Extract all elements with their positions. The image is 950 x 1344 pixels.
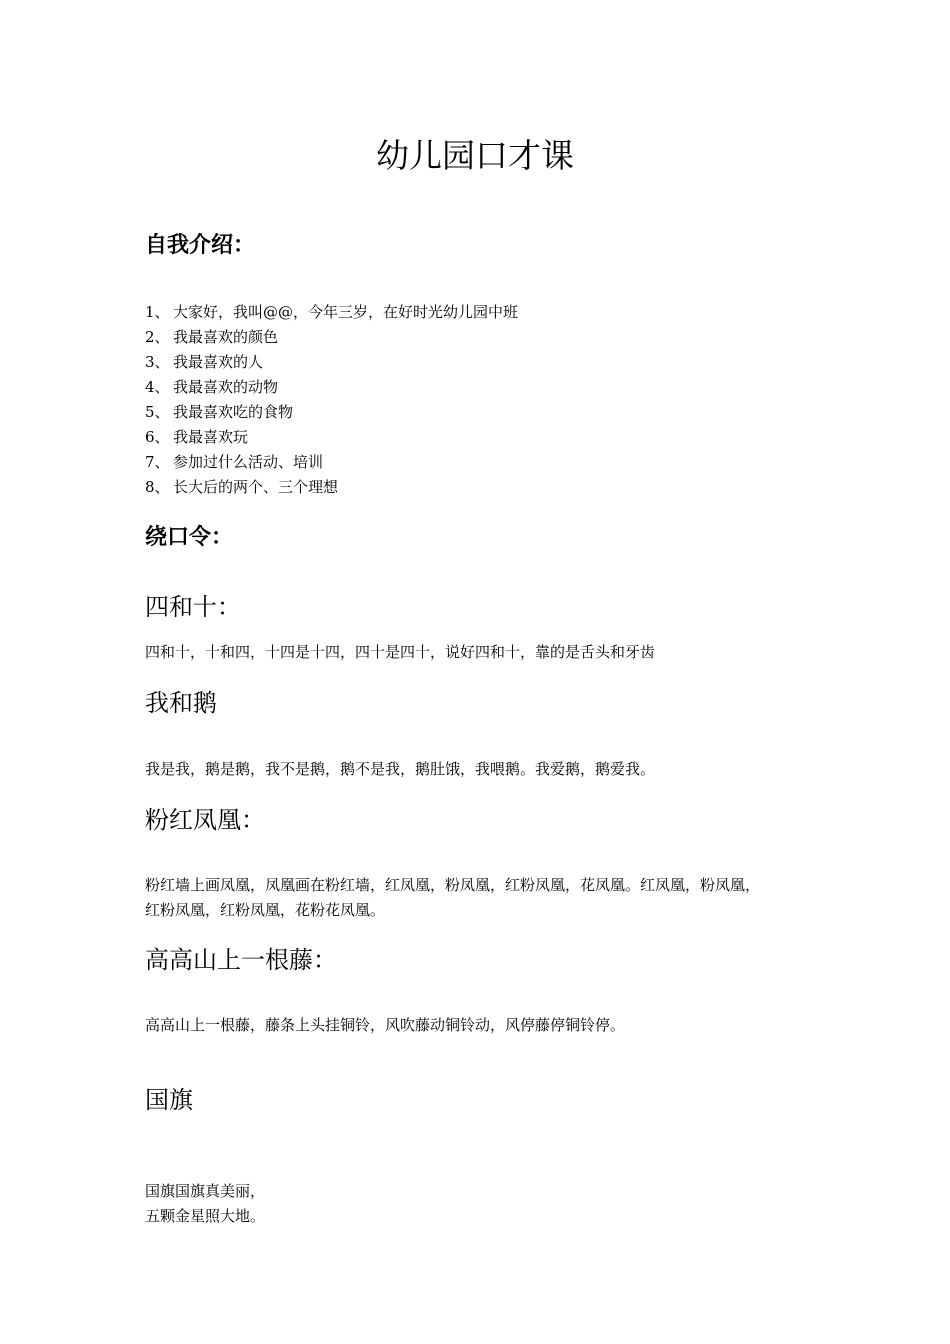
list-item xyxy=(145,450,518,475)
list-item-text: 长大后的两个、三个理想 xyxy=(173,478,339,496)
section-heading-tongue-twisters: 绕口令： xyxy=(145,525,234,550)
list-item-number: 6、 xyxy=(145,428,170,446)
paragraph-wohee xyxy=(145,757,815,782)
subheading-teng: 高高山上一根藤： xyxy=(145,946,337,974)
paragraph-line: 四和十，十和四，十四是十四，四十是四十，说好四和十，靠的是舌头和牙齿 xyxy=(145,643,656,661)
subheading-fenghuang: 粉红凤凰： xyxy=(145,806,265,834)
list-item-number: 1、 xyxy=(145,303,170,321)
paragraph-line: 粉红墙上画凤凰，凤凰画在粉红墙，红凤凰，粉凤凰，红粉凤凰，花凤凰。红凤凰，粉凤凰， xyxy=(145,876,761,894)
list-item-number: 8、 xyxy=(145,478,170,496)
list-item xyxy=(145,325,518,350)
list-item xyxy=(145,475,518,500)
paragraph-line: 五颗金星照大地。 xyxy=(145,1207,266,1225)
list-item xyxy=(145,350,518,375)
intro-list xyxy=(145,300,518,500)
subheading-guoqi: 国旗 xyxy=(145,1086,193,1114)
paragraph-line: 红粉凤凰，红粉凤凰，花粉花凤凰。 xyxy=(145,901,386,919)
list-item-text: 参加过什么活动、培训 xyxy=(173,453,324,471)
paragraph-fenghuang xyxy=(145,873,815,923)
list-item-text: 我最喜欢的颜色 xyxy=(173,328,279,346)
paragraph-teng xyxy=(145,1013,815,1038)
list-item-number: 4、 xyxy=(145,378,170,396)
paragraph-line: 我是我，鹅是鹅，我不是鹅，鹅不是我，鹅肚饿，我喂鹅。我爱鹅，鹅爱我。 xyxy=(145,760,656,778)
list-item-number: 2、 xyxy=(145,328,170,346)
list-item-text: 大家好，我叫@@，今年三岁，在好时光幼儿园中班 xyxy=(173,303,519,321)
paragraph-line: 高高山上一根藤，藤条上头挂铜铃，风吹藤动铜铃动，风停藤停铜铃停。 xyxy=(145,1016,626,1034)
list-item xyxy=(145,400,518,425)
section-heading-intro: 自我介绍： xyxy=(145,233,256,258)
subheading-wohee: 我和鹅 xyxy=(145,689,217,717)
list-item-text: 我最喜欢吃的食物 xyxy=(173,403,294,421)
list-item-text: 我最喜欢的动物 xyxy=(173,378,279,396)
paragraph-sishi xyxy=(145,640,815,665)
paragraph-line: 国旗国旗真美丽， xyxy=(145,1182,266,1200)
list-item xyxy=(145,425,518,450)
list-item-number: 7、 xyxy=(145,453,170,471)
list-item-number: 3、 xyxy=(145,353,170,371)
document-title: 幼儿园口才课 xyxy=(376,136,574,175)
list-item-text: 我最喜欢的人 xyxy=(173,353,264,371)
list-item xyxy=(145,375,518,400)
list-item-text: 我最喜欢玩 xyxy=(173,428,249,446)
list-item-number: 5、 xyxy=(145,403,170,421)
paragraph-guoqi xyxy=(145,1179,815,1229)
subheading-sishi: 四和十： xyxy=(145,593,241,621)
list-item xyxy=(145,300,518,325)
